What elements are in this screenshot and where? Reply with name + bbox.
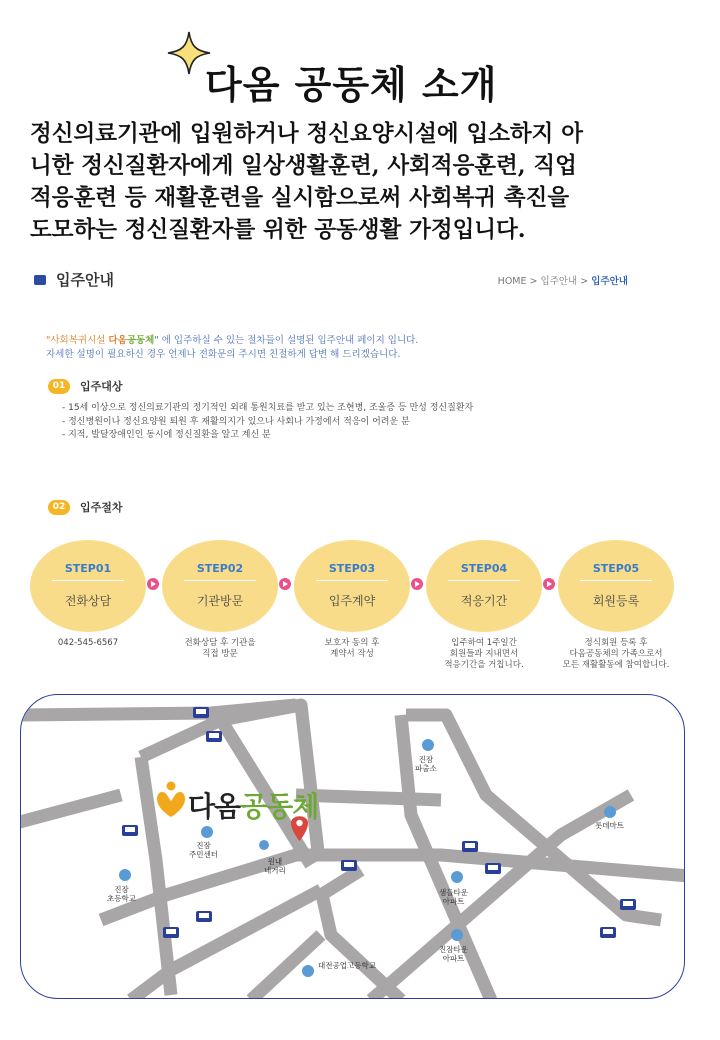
arrow-right-icon [147,578,159,590]
label-line: 진잠 [114,885,129,894]
step-code: STEP04 [460,562,508,575]
label-line: 롯데마트 [595,821,624,830]
label-line: 원내 [267,857,283,866]
road [21,795,121,823]
map-label-police [415,755,437,773]
step-divider [316,580,388,581]
place-marker [201,826,213,838]
arrow-right-icon [279,578,291,590]
map-label-intersection [264,857,286,875]
step-name: 기관방문 [196,594,244,608]
step-divider [580,580,652,581]
target-list [62,402,473,443]
breadcrumb-current: 입주안내 [591,276,628,287]
step-description [282,638,422,660]
section-header [34,268,684,292]
place-marker [604,806,616,818]
label-line: 진잠 [196,841,211,850]
step-divider [448,580,520,581]
notice-rest: " 에 입주하실 수 있는 절차들이 설명된 입주안내 페이지 입니다. [154,335,419,346]
description-line: 회원들과 지내면서 [449,649,519,659]
phone-number[interactable]: 042-545-6567 [57,638,119,648]
intro-line: 도모하는 정신질환자를 위한 공동생활 가정입니다. [30,217,526,243]
description-line: 모든 재활활동에 참여합니다. [562,660,670,670]
breadcrumb-separator: > [529,276,538,287]
description-line: 적응기간을 거칩니다. [444,660,524,670]
map-label-community-center [189,841,218,859]
road [141,757,171,995]
logo-text-b: 공동체 [240,790,319,823]
step-code: STEP01 [64,562,112,575]
procedure-title: 입주절차 [80,501,123,514]
logo-mark-icon [157,782,185,818]
notice-line-2: 자세한 설명이 필요하신 경우 언제나 전화문의 주시면 친절하게 답변 해 드리겠습니다. [46,349,401,360]
section-marker [34,275,46,285]
step-code: STEP02 [196,562,244,575]
map-label-jinjam-apt [439,945,468,963]
label-line: 진잠 [418,755,434,764]
step-circle [162,540,278,632]
breadcrumb [498,273,628,287]
notice-brand-a: 다옴 [108,335,127,346]
section-title: 입주안내 [56,271,114,289]
label-line: 대전공업고등학교 [318,961,376,970]
intro-line: 적응훈련 등 재활훈련을 실시함으로써 사회복귀 촉진을 [30,185,570,211]
step-name: 입주계약 [328,594,376,608]
page-title: 다옴 공동체 소개 [205,63,498,107]
number-badge: 01 [48,379,70,394]
label-line: 주민센터 [189,850,218,859]
road-map [21,695,685,999]
location-map[interactable] [20,694,685,999]
notice-line-1 [46,334,418,348]
map-logo-text [188,785,318,825]
road [321,870,361,895]
place-marker [422,739,434,751]
place-marker [302,965,314,977]
target-title: 입주대상 [80,380,123,393]
logo-text-a: 다옴 [188,790,241,823]
description-line: 전화상담 후 기관을 [184,638,256,648]
step-circle [30,540,146,632]
place-marker [119,869,131,881]
step-description [546,638,686,671]
step-circle [426,540,542,632]
step-circle [294,540,410,632]
breadcrumb-home[interactable]: HOME [497,276,527,287]
intro-paragraph [30,118,700,246]
map-label-saemteo [439,888,468,906]
road [321,890,401,999]
label-line: 아파트 [442,954,465,963]
description-line: 계약서 작성 [330,649,374,659]
description-line: 직접 방문 [202,649,238,659]
place-marker [259,840,269,850]
notice-quote: "사회복귀시설 [46,335,109,346]
step-code: STEP03 [328,562,376,575]
step-description [18,638,158,649]
step-code: STEP05 [592,562,640,575]
label-line: 아파트 [442,897,465,906]
step-name: 적응기간 [460,594,508,608]
description-line: 보호자 동의 후 [324,638,380,648]
map-label-lotte [595,821,624,830]
breadcrumb-parent[interactable]: 입주안내 [540,276,578,287]
step-divider [184,580,256,581]
label-line: 초등학교 [107,894,136,903]
breadcrumb-separator: > [580,276,589,287]
step-description [150,638,290,660]
description-line: 다옴공동체의 가족으로서 [569,649,663,659]
place-marker [451,929,463,941]
intro-line: 정신의료기관에 입원하거나 정신요양시설에 입소하지 아 [30,121,583,147]
label-line: 네거리 [264,866,286,875]
step-divider [52,580,124,581]
label-line: 샘들타운 [439,888,468,897]
list-item: - 15세 이상으로 정신의료기관의 정기적인 외래 통원치료를 받고 있는 조현병, 조울증 등 만성 정신질환자 [62,403,474,413]
number-badge: 02 [48,500,70,515]
arrow-right-icon [411,578,423,590]
map-label-high-school [318,961,376,970]
label-line: 진잠타운 [439,945,468,954]
list-item: - 정신병원이나 정신요양원 퇴원 후 재활의지가 있으나 사회나 가정에서 적응이 어려운 분 [62,416,410,427]
list-item: - 지적, 발달장애인인 동시에 정신질환을 알고 계신 분 [62,430,271,440]
step-description [414,638,554,671]
step-name: 회원등록 [592,594,640,608]
step-name: 전화상담 [64,594,112,608]
description-line: 입주하여 1주일간 [451,638,517,648]
notice-brand-b: 공동체 [126,335,155,346]
arrow-right-icon [543,578,555,590]
description-line: 정식회원 등록 후 [584,638,648,648]
map-label-elementary [107,885,136,903]
intro-line: 니한 정신질환자에게 일상생활훈련, 사회적응훈련, 직업 [30,153,577,179]
place-marker [451,871,463,883]
notice-text [46,334,418,362]
step-circle [558,540,674,632]
label-line: 파출소 [415,764,437,773]
